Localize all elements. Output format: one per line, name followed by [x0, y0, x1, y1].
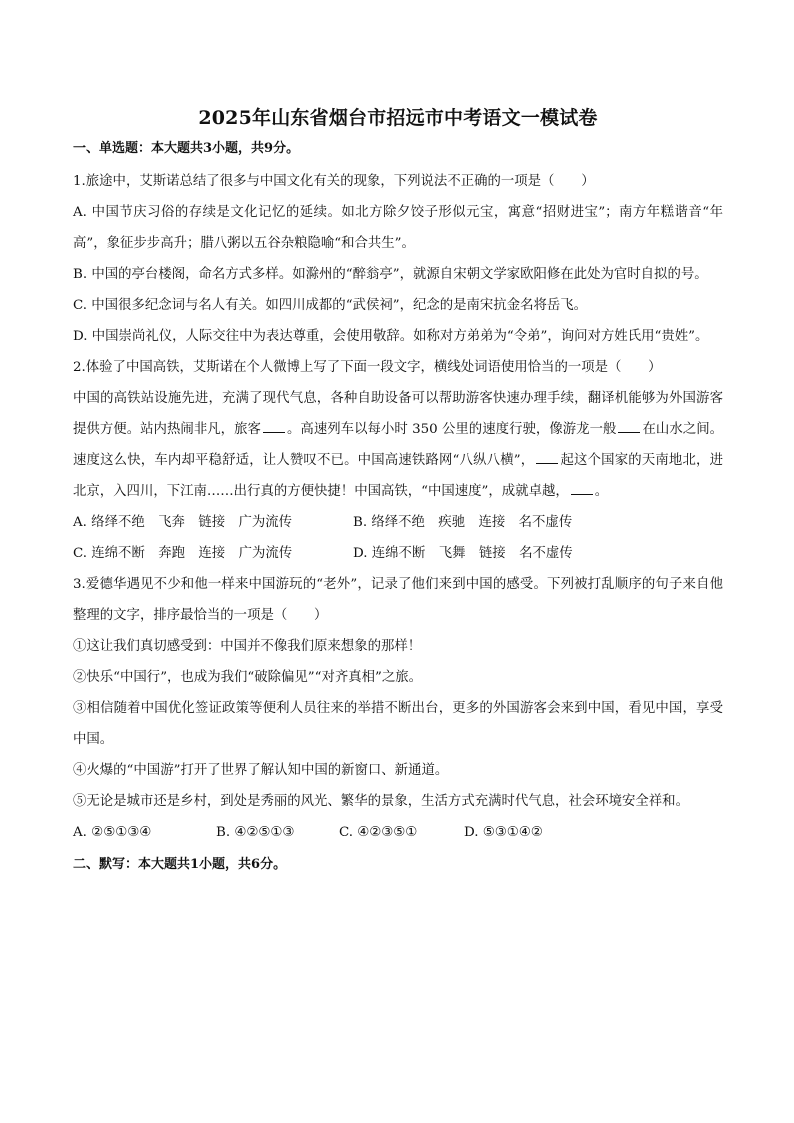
fill-blank-4	[571, 480, 593, 495]
q3-sentence-1: ①这让我们真切感受到：中国并不像我们原来想象的那样！	[73, 639, 422, 654]
q3-sentence-5: ⑤无论是城市还是乡村，到处是秀丽的风光、繁华的景象，生活方式充满时代气息，社会环境安全祥和。	[73, 794, 689, 809]
q2-options-row-2	[73, 538, 723, 569]
q2-passage-part-2: 。高速列车以每小时 350 公里的速度行驶，像游龙一般	[286, 422, 617, 437]
fill-blank-3	[536, 449, 558, 464]
q2-option-a: A. 络绎不绝 飞奔 链接 广为流传	[73, 515, 293, 530]
q2-passage	[73, 383, 723, 507]
q2-passage-part-1: 中国的高铁站设施先进，充满了现代气息，各种自助设备可以帮助游客快速办理手续，翻译机能够为外国游客提供方便。站内热闹非凡，旅客	[73, 391, 723, 437]
q3-option-b: B. ④②⑤①③	[216, 825, 295, 840]
q1-stem: 1.旅途中，艾斯诺总结了很多与中国文化有关的现象，下列说法不正确的一项是（ ）	[73, 174, 595, 189]
q3-sentence-2: ②快乐“中国行”，也成为我们“破除偏见”“对齐真相”之旅。	[73, 670, 423, 685]
q3-option-d: D. ⑤③①④②	[464, 825, 543, 840]
q2-passage-part-5: 。	[594, 484, 609, 499]
q3-stem: 3.爱德华遇见不少和他一样来中国游玩的“老外”，记录了他们来到中国的感受。下列被打乱顺序的句子来自他整理的文字，排序最恰当的一项是（ ）	[73, 577, 723, 623]
q3-option-a: A. ②⑤①③④	[73, 825, 152, 840]
q2-option-b: B. 络绎不绝 疾驰 连接 名不虚传	[353, 515, 573, 530]
q2-passage-part-3: 在山水之间。速度这么快，车内却平稳舒适，让人赞叹不已。中国高速铁路网“八纵八横”，	[73, 422, 724, 468]
q2-stem: 2.体验了中国高铁，艾斯诺在个人微博上写了下面一段文字，横线处词语使用恰当的一项是（ ）	[73, 360, 662, 375]
q2-passage-part-4: 起这个国家的天南地北，进北京，入四川，下江南……出行真的方便快捷！中国高铁，“中国速度”，成就卓越，	[73, 453, 723, 499]
section-heading-2: 二、默写：本大题共1小题，共6分。	[73, 857, 287, 872]
q2-option-c: C. 连绵不断 奔跑 连接 广为流传	[73, 546, 293, 561]
exam-title: 2025年山东省烟台市招远市中考语文一模试卷	[198, 107, 598, 129]
q3-option-c: C. ④②③⑤①	[339, 825, 418, 840]
section-heading-1: 一、单选题：本大题共3小题，共9分。	[73, 141, 300, 156]
fill-blank-1	[263, 418, 285, 433]
q3-sentence-4: ④火爆的“中国游”打开了世界了解认知中国的新窗口、新通道。	[73, 763, 449, 778]
q1-option-c: C. 中国很多纪念词与名人有关。如四川成都的“武侯祠”，纪念的是南宋抗金名将岳飞。	[73, 298, 588, 313]
q2-options-row-1	[73, 507, 723, 538]
fill-blank-2	[618, 418, 640, 433]
q3-options-row	[73, 817, 723, 848]
q1-option-a: A. 中国节庆习俗的存续是文化记忆的延续。如北方除夕饺子形似元宝，寓意“招财进宝”；南方年糕谐音“年高”，象征步步高升；腊八粥以五谷杂粮隐喻“和合共生”。	[73, 205, 723, 251]
q1-option-d: D. 中国崇尚礼仪，人际交往中为表达尊重，会使用敬辞。如称对方弟弟为“令弟”，询问对方姓氏用“贵姓”。	[73, 329, 709, 344]
q2-option-d: D. 连绵不断 飞舞 链接 名不虚传	[353, 546, 573, 561]
q1-option-b: B. 中国的亭台楼阁，命名方式多样。如滁州的“醉翁亭”，就源自宋朝文学家欧阳修在此处为官时自拟的号。	[73, 267, 708, 282]
q3-sentence-3: ③相信随着中国优化签证政策等便利人员往来的举措不断出台，更多的外国游客会来到中国，看见中国，享受中国。	[73, 701, 723, 747]
page-content	[73, 104, 723, 882]
